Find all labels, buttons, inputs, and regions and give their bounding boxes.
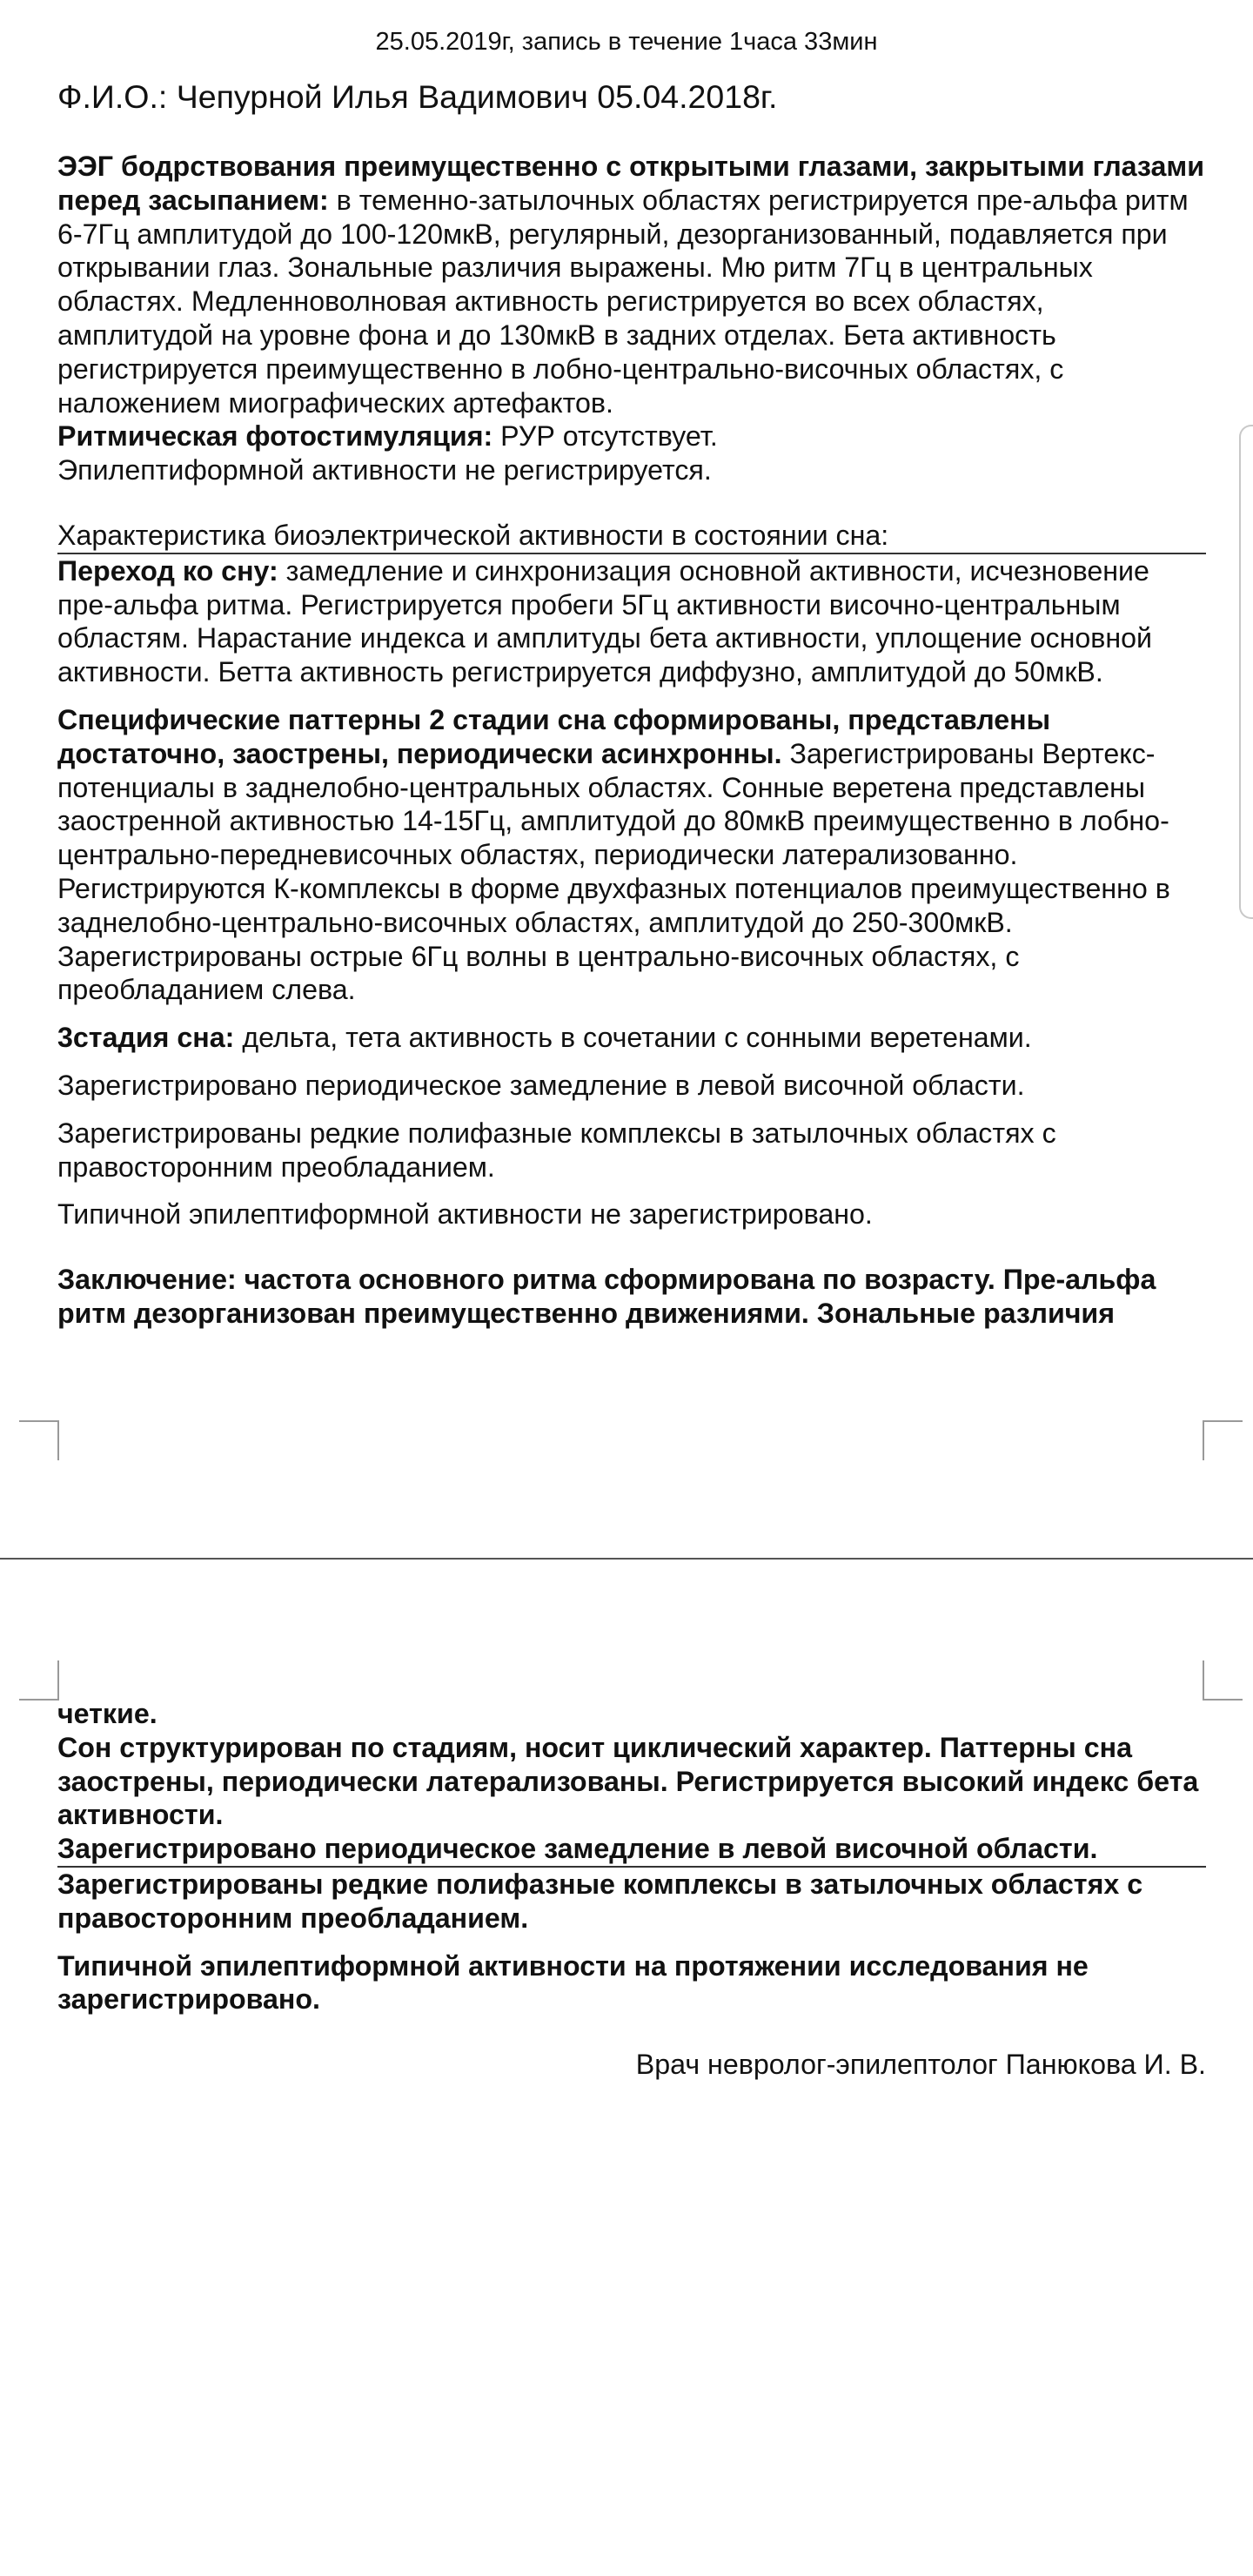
scrollbar-thumb[interactable] <box>1239 425 1253 919</box>
sleep-transition-label: Переход ко сну: <box>57 554 278 587</box>
stage3-paragraph <box>57 1021 1206 1055</box>
no-epileptiform-text: Эпилептиформной активности не регистрируется. <box>57 454 712 486</box>
polyphasic-conclusion-text: Зарегистрированы редкие полифазные комплексы в затылочных областях с правосторонним преобладанием. <box>57 1868 1143 1934</box>
page-corner-mark <box>1203 1660 1243 1701</box>
page-corner-mark <box>1203 1420 1243 1460</box>
typical-epileptiform-text: Типичной эпилептиформной активности не зарегистрировано. <box>57 1198 873 1231</box>
stage3-text: дельта, тета активность в сочетании с сонными веретенами. <box>234 1022 1032 1054</box>
awake-eeg-text: в теменно-затылочных областях регистрируется пре-альфа ритм 6-7Гц амплитудой до 100-120мкВ, регулярный, дезорганизованный, подавляется при открывании глаз. Зональные различия выражены. Мю ритм 7Гц в центральных областях. Медленноволновая активность регистрируется во всех областях, амплитудой на уровне фона и до 130мкВ в задних отделах. Бета активность регистрируется преимущественно в лобно-центрально-височных областях, с наложением миографических артефактов. <box>57 184 1189 419</box>
page-corner-mark <box>19 1420 59 1460</box>
sleep-section-heading: Характеристика биоэлектрической активности в состоянии сна: <box>57 519 1206 554</box>
page-break-divider <box>0 1558 1253 1560</box>
slowing-conclusion-text: Зарегистрировано периодическое замедление в левой височной области. <box>57 1832 1206 1868</box>
stage2-paragraph <box>57 703 1206 1007</box>
patient-name: Ф.И.О.: Чепурной Илья Вадимович 05.04.2018г. <box>57 78 778 115</box>
stage2-label: Специфические паттерны 2 стадии сна сформированы, представлены достаточно, заострены, периодически асинхронны. <box>57 703 1051 769</box>
slowing-text: Зарегистрировано периодическое замедление в левой височной области. <box>57 1069 1025 1101</box>
awake-eeg-paragraph <box>57 150 1206 419</box>
awake-eeg-label: ЭЭГ бодрствования преимущественно с открытыми глазами, закрытыми глазами перед засыпанием: <box>57 151 1205 216</box>
sleep-transition-paragraph <box>57 554 1206 689</box>
stage3-label: 3стадия сна: <box>57 1022 235 1054</box>
doctor-signature: Врач невролог-эпилептолог Панюкова И. В. <box>635 2049 1206 2081</box>
sleep-transition-text: замедление и синхронизация основной активности, исчезновение пре-альфа ритма. Регистрируется пробеги 5Гц активности височно-центральным областям. Нарастание индекса и амплитуды бета активности, уплощение основной активности. Бетта активность регистрируется диффузно, амплитудой до 50мкВ. <box>57 554 1153 688</box>
photostimulation-label: Ритмическая фотостимуляция: <box>57 420 493 453</box>
polyphasic-text: Зарегистрированы редкие полифазные комплексы в затылочных областях с правосторонним преобладанием. <box>57 1117 1056 1183</box>
stage2-text: Зарегистрированы Вертекс-потенциалы в заднелобно-центральных областях. Сонные веретена представлены заостренной активностью 14-15Гц, амплитудой до 80мкВ преимущественно в лобно-центрально-передневисочных областях, периодически латерализованно. Регистрируются К-комплексы в форме двухфазных потенциалов преимущественно в заднелобно-центрально-височных областях, амплитудой до 250-300мкВ. Зарегистрированы острые 6Гц волны в центрально-височных областях, с преобладанием слева. <box>57 737 1170 1006</box>
conclusion-continuation: четкие. <box>57 1698 157 1729</box>
typical-none-conclusion-text: Типичной эпилептиформной активности на протяжении исследования не зарегистрировано. <box>57 1949 1089 2016</box>
conclusion-text: Заключение: частота основного ритма сформирована по возрасту. Пре-альфа ритм дезорганизован преимущественно движениями. Зональные различия <box>57 1264 1156 1329</box>
photostimulation-paragraph <box>57 419 1206 453</box>
sleep-structure-text: Сон структурирован по стадиям, носит циклический характер. Паттерны сна заострены, периодически латерализованы. Регистрируется высокий индекс бета активности. <box>57 1731 1199 1831</box>
page-corner-mark <box>19 1660 59 1701</box>
document-page-1 <box>57 77 1206 1331</box>
photostimulation-text: РУР отсутствует. <box>492 420 718 453</box>
recording-date-header: 25.05.2019г, запись в течение 1часа 33мин <box>375 28 878 56</box>
document-page-2 <box>57 1697 1206 2082</box>
